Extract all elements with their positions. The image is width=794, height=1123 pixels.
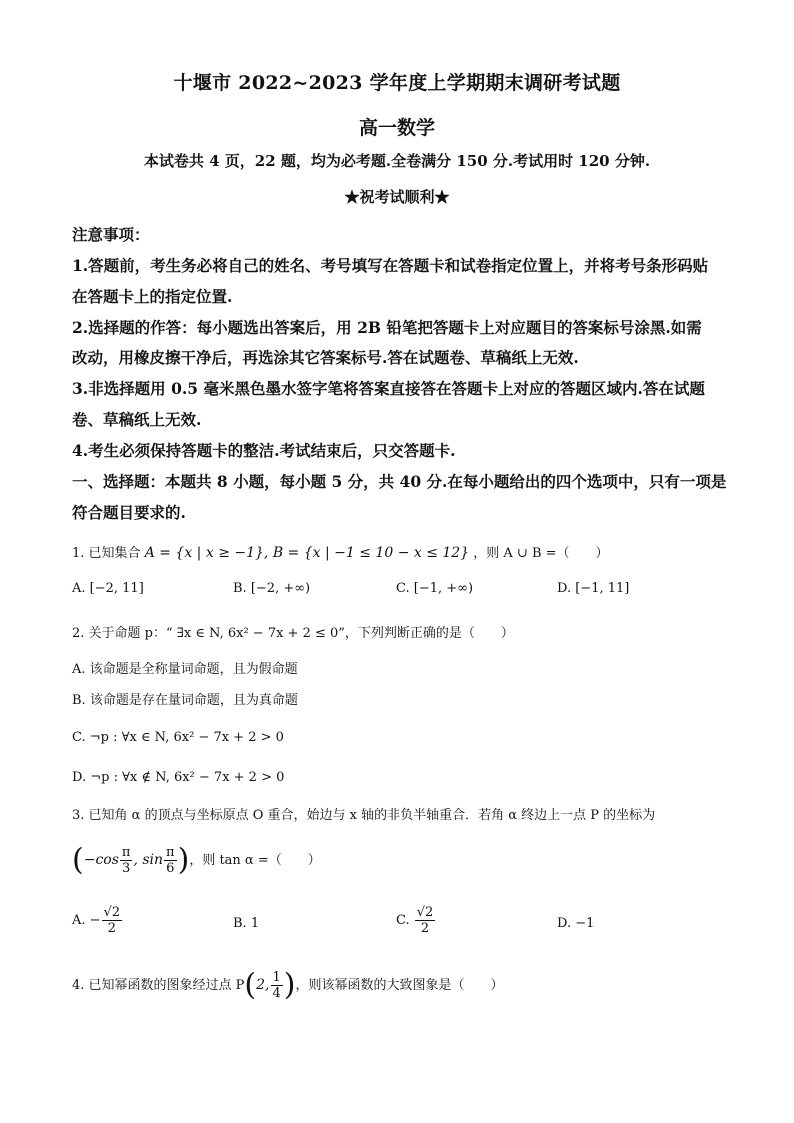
q3-f1-den: 3 — [122, 861, 131, 876]
q4-suffix: ，则该幂函数的大致图象是（ ） — [295, 978, 504, 993]
q3-c-num: √2 — [416, 905, 434, 920]
good-luck-line: ★祝考试顺利★ — [344, 188, 450, 206]
q1-option-b: B. [−2, +∞) — [233, 581, 311, 596]
q1-option-a: A. [−2, 11] — [72, 581, 144, 596]
note-1-line-2: 在答题卡上的指定位置. — [72, 287, 233, 306]
note-4: 4.考生必须保持答题卡的整洁.考试结束后，只交答题卡. — [72, 441, 456, 460]
q2-option-c: C. ¬p : ∀x ∈ N, 6x² − 7x + 2 > 0 — [72, 730, 284, 745]
q4-f-den: 4 — [272, 986, 281, 1001]
q3-a-num: √2 — [103, 905, 121, 920]
right-paren: ) — [177, 842, 190, 878]
q3-tail: ，则 tan α =（ ） — [189, 853, 321, 868]
exam-subtitle: 高一数学 — [358, 117, 435, 139]
question-1-stem — [72, 544, 609, 563]
q4-left-paren: ( — [244, 967, 257, 1003]
q3-a-prefix: A. − — [72, 913, 101, 928]
left-paren: ( — [72, 842, 84, 878]
q3-option-c — [396, 905, 436, 936]
q1-prefix: 1. 已知集合 — [72, 546, 141, 561]
q1-option-c: C. [−1, +∞) — [396, 581, 474, 596]
note-3-line-1: 3.非选择题用 0.5 毫米黑色墨水签字笔将答案直接答在答题卡上对应的答题区域内.答在试题 — [72, 379, 705, 398]
section-1-line-2: 符合题目要求的. — [72, 503, 186, 522]
q1-sets: A = {x | x ≥ −1}, B = {x | −1 ≤ 10 − x ≤ 12} — [144, 545, 470, 561]
q3-neg-cos: −cos — [83, 852, 119, 868]
q3-option-b: B. 1 — [233, 916, 260, 931]
q2-option-d: D. ¬p : ∀x ∉ N, 6x² − 7x + 2 > 0 — [72, 770, 285, 785]
q3-f2-den: 6 — [166, 861, 175, 876]
note-1-line-1: 1.答题前，考生务必将自己的姓名、考号填写在答题卡和试卷指定位置上，并将考号条形码贴 — [72, 256, 709, 275]
q3-sin: , sin — [133, 852, 164, 868]
q4-f-num: 1 — [272, 970, 281, 985]
q3-c-den: 2 — [420, 921, 430, 936]
q3-f2-num: π — [166, 845, 175, 860]
q3-fraction-2 — [164, 845, 177, 876]
exam-title: 十堰市 2022~2023 学年度上学期期末调研考试题 — [173, 72, 621, 94]
q4-prefix: 4. 已知幂函数的图象经过点 P — [72, 978, 245, 993]
q3-f1-num: π — [121, 845, 131, 860]
q3-c-fraction — [415, 905, 436, 936]
question-3-stem: 3. 已知角 α 的顶点与坐标原点 O 重合，始边与 x 轴的非负半轴重合．若角 α 终边上一点 P 的坐标为 — [72, 808, 656, 823]
exam-info: 本试卷共 4 页，22 题，均为必考题.全卷满分 150 分.考试用时 120 分钟. — [143, 152, 651, 170]
q1-option-d: D. [−1, 11] — [557, 581, 630, 596]
question-3-coordinates — [72, 840, 321, 881]
note-3-line-2: 卷、草稿纸上无效. — [72, 410, 202, 429]
q3-a-fraction — [102, 905, 123, 936]
note-2-line-2: 改动，用橡皮擦干净后，再选涂其它答案标号.答在试题卷、草稿纸上无效. — [72, 348, 579, 367]
q3-a-den: 2 — [107, 921, 116, 936]
q4-point-x: 2, — [256, 977, 270, 993]
note-2-line-1: 2.选择题的作答：每小题选出答案后，用 2B 铅笔把答题卡上对应题目的答案标号涂黑.如需 — [72, 318, 702, 337]
question-2-stem: 2. 关于命题 p：“ ∃x ∈ N, 6x² − 7x + 2 ≤ 0”，下列判断正确的是（ ） — [72, 626, 514, 641]
q2-option-b: B. 该命题是存在量词命题，且为真命题 — [72, 693, 298, 708]
notes-heading: 注意事项： — [72, 225, 150, 244]
question-4-stem — [72, 965, 504, 1006]
q4-right-paren: ) — [283, 967, 296, 1003]
q3-c-prefix: C. — [396, 913, 410, 928]
q2-option-a: A. 该命题是全称量词命题，且为假命题 — [72, 662, 298, 677]
q4-fraction — [271, 970, 283, 1001]
q3-option-a — [72, 905, 123, 936]
q3-fraction-1 — [120, 845, 133, 876]
q1-suffix: ，则 A ∪ B =（ ） — [473, 546, 609, 561]
section-1-line-1: 一、选择题：本题共 8 小题，每小题 5 分，共 40 分.在每小题给出的四个选项中，只有一项是 — [72, 472, 727, 491]
q3-option-d: D. −1 — [557, 916, 595, 931]
